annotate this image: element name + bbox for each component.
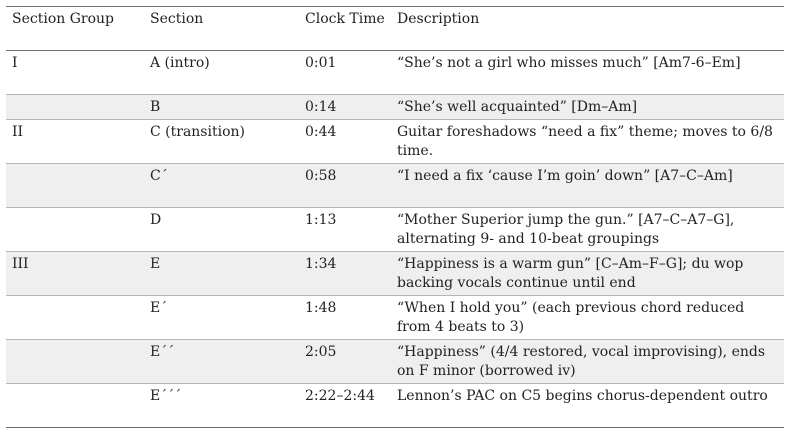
cell-section: E´ [150, 300, 168, 316]
table-row [6, 164, 784, 208]
cell-clock-time: 1:34 [305, 256, 337, 272]
table-row [6, 252, 784, 296]
cell-clock-time: 1:48 [305, 300, 337, 316]
cell-section-group [6, 384, 144, 428]
cell-section: C´ [150, 168, 168, 184]
cell-section: B [150, 99, 161, 115]
cell-clock-time: 0:44 [305, 124, 337, 140]
cell-section: A (intro) [150, 55, 210, 71]
cell-description: “When I hold you” (each previous chord reduced from 4 beats to 3) [397, 300, 745, 335]
cell-clock-time: 0:58 [305, 168, 337, 184]
cell-section: D [150, 212, 162, 228]
cell-description: “Happiness is a warm gun” [C–Am–F–G]; du wop backing vocals continue until end [397, 256, 744, 291]
cell-description: Lennon’s PAC on C5 begins chorus-dependent outro [397, 388, 768, 404]
cell-section-group [6, 340, 144, 384]
cell-section-group [6, 208, 144, 252]
table-row [6, 120, 784, 164]
table-row [6, 51, 784, 95]
cell-description: “I need a fix ‘cause I’m goin’ down” [A7–C–Am] [397, 168, 733, 184]
table-row [6, 296, 784, 340]
table-row [6, 95, 784, 120]
cell-description: “She’s not a girl who misses much” [Am7-6–Em] [397, 55, 741, 71]
cell-section-group [6, 296, 144, 340]
song-form-table [6, 6, 784, 428]
header-description: Description [397, 11, 480, 27]
cell-section-group: II [12, 124, 24, 140]
cell-description: “Happiness” (4/4 restored, vocal improvising), ends on F minor (borrowed iv) [397, 344, 766, 379]
table-row [6, 384, 784, 428]
cell-section: E´´´ [150, 388, 182, 404]
cell-section-group: III [12, 256, 29, 272]
header-row [6, 7, 784, 51]
cell-section-group [6, 95, 144, 120]
cell-description: “She’s well acquainted” [Dm–Am] [397, 99, 638, 115]
cell-clock-time: 2:05 [305, 344, 337, 360]
cell-description: “Mother Superior jump the gun.” [A7–C–A7–G], alternating 9- and 10-beat groupings [397, 212, 735, 247]
cell-section: C (transition) [150, 124, 245, 140]
cell-clock-time: 0:01 [305, 55, 337, 71]
cell-section-group [6, 164, 144, 208]
table-row [6, 340, 784, 384]
cell-section: E´´ [150, 344, 175, 360]
cell-clock-time: 0:14 [305, 99, 337, 115]
cell-section: E [150, 256, 161, 272]
cell-clock-time: 1:13 [305, 212, 337, 228]
header-clock-time: Clock Time [305, 11, 385, 27]
cell-section-group: I [12, 55, 18, 71]
header-section-group: Section Group [12, 11, 114, 27]
cell-description: Guitar foreshadows “need a fix” theme; moves to 6/8 time. [397, 124, 773, 159]
table-row [6, 208, 784, 252]
header-section: Section [150, 11, 204, 27]
cell-clock-time: 2:22–2:44 [305, 388, 375, 404]
